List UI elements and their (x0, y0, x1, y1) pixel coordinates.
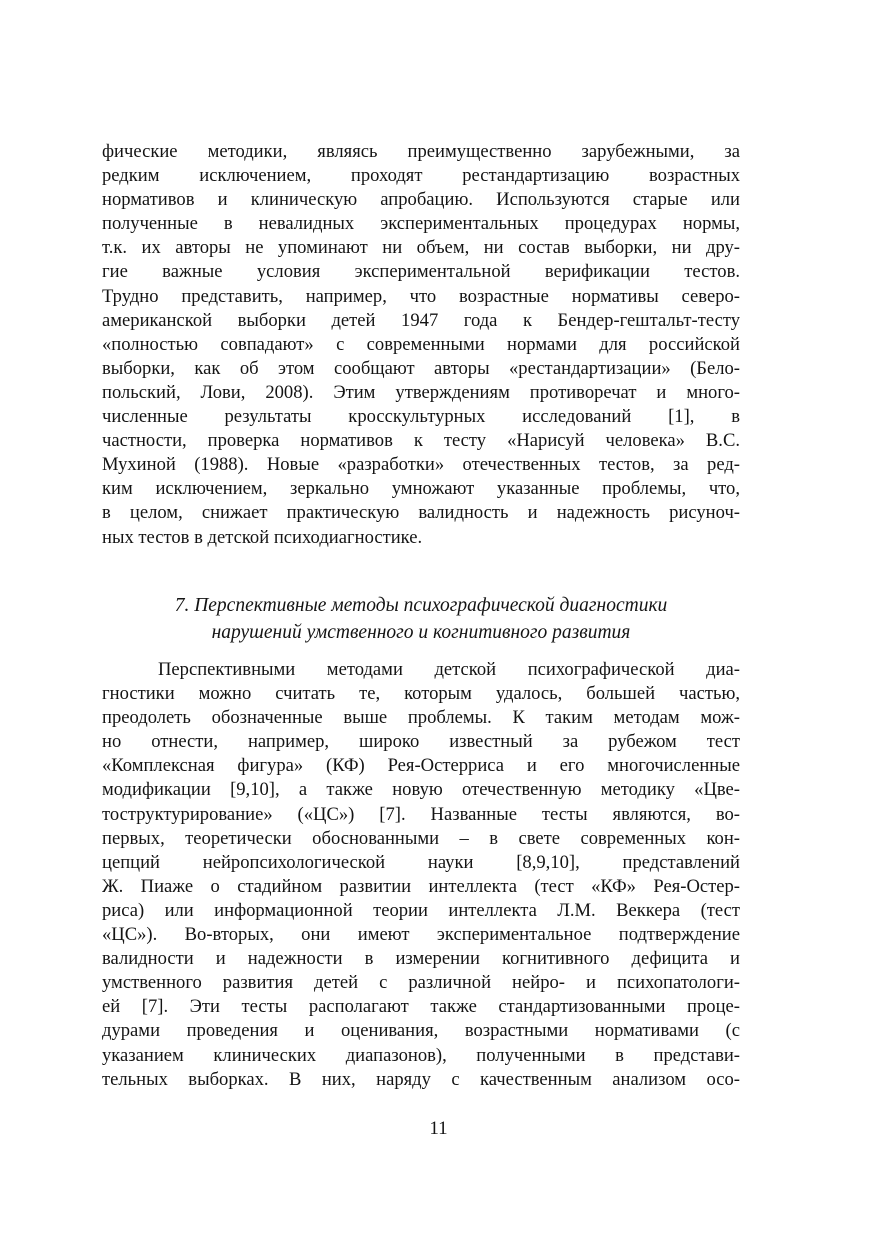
text-line: риса) или информационной теории интеллекта Л.М. Веккера (тест (102, 899, 740, 921)
section-heading-line-1: 7. Перспективные методы психографической диагностики (174, 595, 668, 616)
text-line: численные результаты кросскультурных исследований [1], в (102, 406, 740, 428)
text-line: тоструктурирование» («ЦС») [7]. Названные тесты являются, во- (102, 803, 740, 825)
text-line: указанием клинических диапазонов), полученными в представи- (102, 1044, 740, 1066)
text-line: преодолеть обозначенные выше проблемы. К таким методам мож- (102, 707, 740, 729)
text-line: редким исключением, проходят рестандартизацию возрастных (102, 165, 740, 187)
text-line: выборки, как об этом сообщают авторы «рестандартизации» (Бело- (102, 357, 740, 379)
text-line: Трудно представить, например, что возрастные нормативы северо- (102, 285, 740, 307)
text-line: польский, Лови, 2008). Этим утверждениям противоречат и много- (102, 381, 740, 403)
text-line: дурами проведения и оценивания, возрастными нормативами (с (102, 1020, 740, 1042)
text-line: «Комплексная фигура» (КФ) Рея-Остерриса и его многочисленные (102, 755, 740, 777)
text-line: модификации [9,10], а также новую отечественную методику «Цве- (102, 779, 740, 801)
text-line: гностики можно считать те, которым удалось, большей частью, (102, 683, 740, 705)
text-line: «ЦС»). Во-вторых, они имеют экспериментальное подтверждение (102, 924, 740, 946)
text-line: валидности и надежности в измерении когнитивного дефицита и (102, 948, 740, 970)
text-line: «полностью совпадают» с современными нормами для российской (102, 333, 740, 355)
text-line: тельных выборках. В них, наряду с качественным анализом осо- (102, 1068, 740, 1090)
paragraph-2 (102, 658, 740, 1092)
text-line: гие важные условия экспериментальной верификации тестов. (102, 261, 740, 283)
text-line: Мухиной (1988). Новые «разработки» отечественных тестов, за ред- (102, 454, 740, 476)
text-line: американской выборки детей 1947 года к Бендер-гештальт-тесту (102, 309, 740, 331)
text-line: т.к. их авторы не упоминают ни объем, ни состав выборки, ни дру- (102, 237, 740, 259)
text-line: ных тестов в детской психодиагностике. (102, 526, 423, 548)
text-line: цепций нейропсихологической науки [8,9,10], представлений (102, 851, 740, 873)
text-line: полученные в невалидных экспериментальных процедурах нормы, (102, 213, 740, 235)
text-line: в целом, снижает практическую валидность и надежность рисуноч- (102, 502, 740, 524)
text-line: Перспективными методами детской психографической диа- (158, 659, 740, 680)
paragraph-1 (102, 140, 740, 550)
page-number: 11 (429, 1118, 448, 1139)
section-heading-line-2: нарушений умственного и когнитивного развития (211, 622, 631, 643)
text-line: Ж. Пиаже о стадийном развитии интеллекта (тест «КФ» Рея-Остер- (102, 875, 740, 897)
text-line: первых, теоретически обоснованными – в свете современных кон- (102, 827, 740, 849)
text-line: частности, проверка нормативов к тесту «Нарисуй человека» В.С. (102, 430, 740, 452)
section-heading (102, 592, 740, 646)
text-line: ким исключением, зеркально умножают указанные проблемы, что, (102, 478, 740, 500)
text-line: нормативов и клиническую апробацию. Используются старые или (102, 189, 740, 211)
text-line: фические методики, являясь преимущественно зарубежными, за (102, 141, 740, 162)
text-line: умственного развития детей с различной нейро- и психопатологи- (102, 972, 740, 994)
text-line: но отнести, например, широко известный за рубежом тест (102, 731, 740, 753)
text-line: ей [7]. Эти тесты располагают также стандартизованными проце- (102, 996, 740, 1018)
